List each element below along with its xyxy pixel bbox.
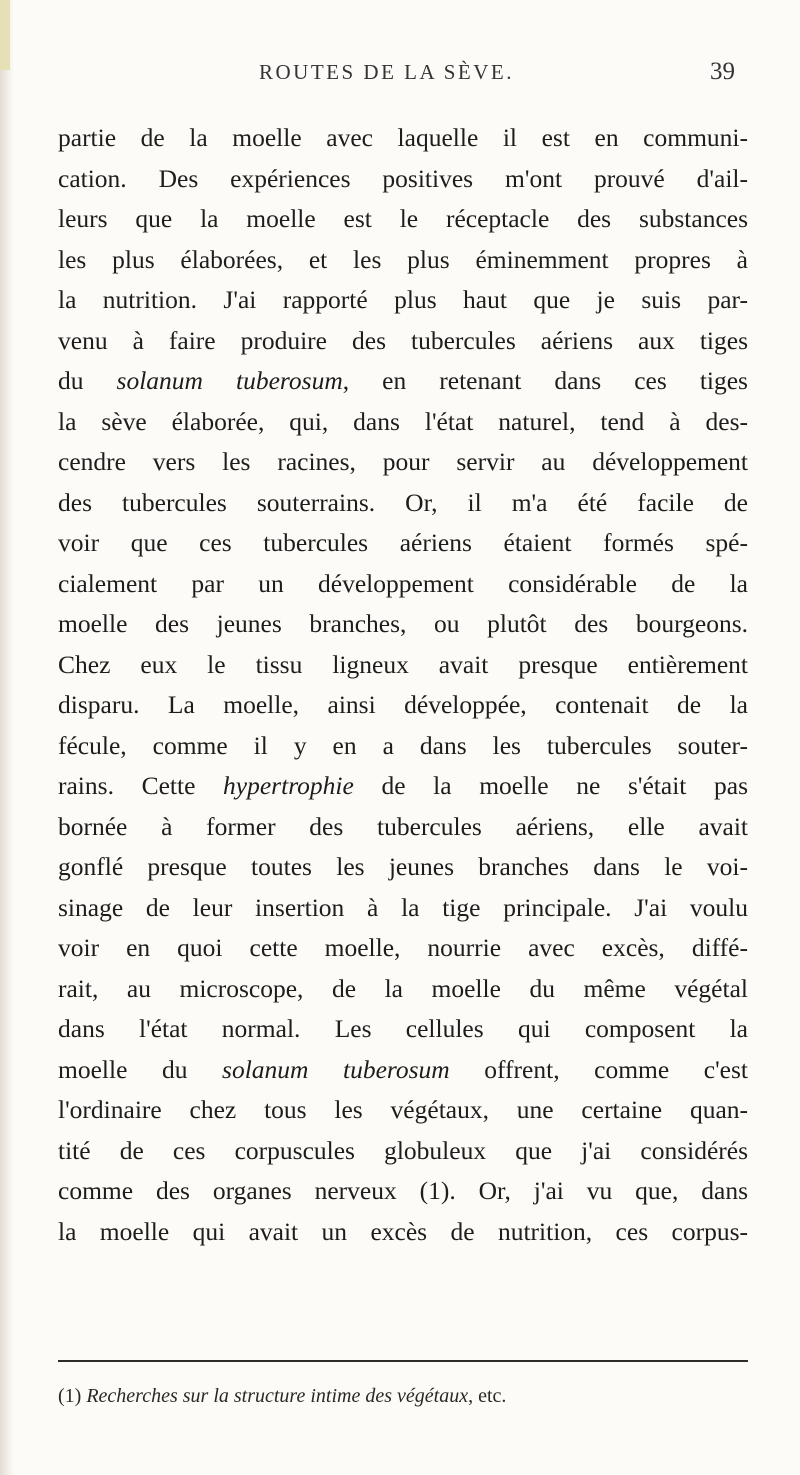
italic-term: solanum tuberosum [116, 366, 343, 395]
footnote-title: Recherches sur la structure intime des végétaux [86, 1385, 469, 1407]
footnote [58, 1385, 748, 1408]
text-line: moelle des jeunes branches, ou plutôt des bourgeons. [58, 609, 748, 638]
text-line: bornée à former des tubercules aériens, elle avait [58, 811, 748, 841]
italic-term: solanum tuberosum [222, 1054, 450, 1084]
text-line: cation. Des expériences positives m'ont prouvé d'ail- [58, 163, 748, 193]
text-line: cendre vers les racines, pour servir au développement [58, 447, 748, 476]
body-text [58, 118, 748, 1252]
text-line: venu à faire produire des tubercules aériens aux tiges [58, 325, 748, 355]
text-line: des tubercules souterrains. Or, il m'a été facile de [58, 487, 748, 517]
text-line: rait, au microscope, de la moelle du même végétal [58, 973, 748, 1003]
text-line: Chez eux le tissu ligneux avait presque entièrement [58, 649, 748, 679]
text-line: leurs que la moelle est le réceptacle des substances [58, 204, 748, 233]
page-spine-edge [0, 0, 14, 1475]
text-line: fécule, comme il y en a dans les tubercules souter- [58, 730, 748, 760]
text-line: la sève élaborée, qui, dans l'état naturel, tend à des- [58, 406, 748, 436]
text-line: moelle du solanum tuberosum offrent, comme c'est [58, 1054, 748, 1084]
text-line: la nutrition. J'ai rapporté plus haut que je suis par- [58, 285, 748, 314]
footnote-rule [58, 1360, 748, 1362]
footnote-suffix: , etc. [468, 1385, 507, 1407]
text-line: voir que ces tubercules aériens étaient formés spé- [58, 528, 748, 557]
text-line: voir en quoi cette moelle, nourrie avec excès, diffé- [58, 933, 748, 962]
text-line: du solanum tuberosum, en retenant dans ces tiges [58, 366, 748, 395]
text-line: rains. Cette hypertrophie de la moelle ne s'était pas [58, 771, 748, 800]
text-line: les plus élaborées, et les plus éminemment propres à [58, 244, 748, 274]
text-line: gonflé presque toutes les jeunes branches dans le voi- [58, 852, 748, 881]
text-line: partie de la moelle avec laquelle il est en communi- [58, 123, 748, 152]
footnote-marker: (1) [58, 1385, 82, 1407]
text-line: tité de ces corpuscules globuleux que j'ai considérés [58, 1135, 748, 1165]
text-line: disparu. La moelle, ainsi développée, contenait de la [58, 690, 748, 719]
text-line: comme des organes nerveux (1). Or, j'ai vu que, dans [58, 1176, 748, 1205]
page-number: 39 [710, 58, 735, 85]
page-header [0, 58, 800, 98]
running-title: ROUTES DE LA SÈVE. [259, 60, 514, 84]
text-line: dans l'état normal. Les cellules qui composent la [58, 1014, 748, 1043]
italic-term: hypertrophie [223, 771, 354, 800]
text-line: cialement par un développement considérable de la [58, 568, 748, 598]
text-line: l'ordinaire chez tous les végétaux, une certaine quan- [58, 1095, 748, 1124]
text-line: la moelle qui avait un excès de nutrition, ces corpus- [58, 1216, 748, 1246]
text-line: sinage de leur insertion à la tige principale. J'ai voulu [58, 892, 748, 922]
